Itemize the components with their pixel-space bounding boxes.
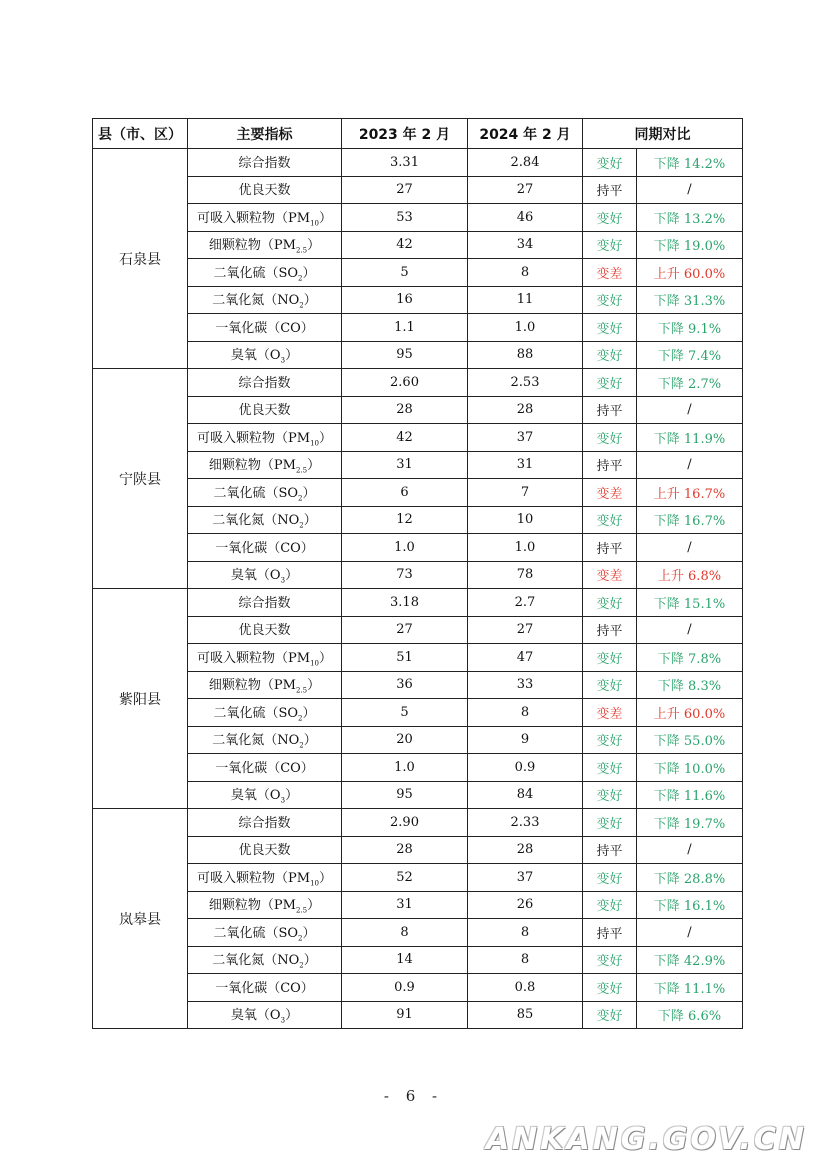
table-row bbox=[93, 864, 743, 892]
trend-label: 变好 bbox=[583, 506, 637, 534]
value-2023: 27 bbox=[342, 616, 468, 644]
value-2024: 47 bbox=[468, 644, 583, 672]
indicator-cell bbox=[188, 561, 342, 589]
indicator-subscript: 10 bbox=[310, 879, 319, 888]
value-2024: 88 bbox=[468, 341, 583, 369]
indicator-cell bbox=[188, 1001, 342, 1029]
table-row bbox=[93, 369, 743, 397]
value-2024: 10 bbox=[468, 506, 583, 534]
table-row bbox=[93, 809, 743, 837]
indicator-close: ） bbox=[302, 265, 316, 281]
header-2024: 2024 年 2 月 bbox=[468, 119, 583, 149]
trend-label: 变好 bbox=[583, 809, 637, 837]
indicator-subscript: 10 bbox=[310, 219, 319, 228]
indicator-label: 一氧化碳（CO） bbox=[215, 320, 314, 336]
value-2023: 12 bbox=[342, 506, 468, 534]
indicator-cell bbox=[188, 204, 342, 232]
table-row bbox=[93, 1001, 743, 1029]
header-2023: 2023 年 2 月 bbox=[342, 119, 468, 149]
indicator-cell bbox=[188, 479, 342, 507]
change-value: 上升 60.0% bbox=[637, 699, 743, 727]
value-2024: 26 bbox=[468, 891, 583, 919]
indicator-label: 优良天数 bbox=[238, 623, 291, 639]
change-value: 下降 10.0% bbox=[637, 754, 743, 782]
indicator-subscript: 2 bbox=[298, 714, 303, 723]
change-value: / bbox=[637, 396, 743, 424]
change-value: 下降 11.1% bbox=[637, 974, 743, 1002]
value-2024: 27 bbox=[468, 616, 583, 644]
indicator-close: ） bbox=[307, 898, 321, 914]
value-2023: 3.31 bbox=[342, 149, 468, 177]
indicator-label: 细颗粒物（PM bbox=[208, 898, 296, 914]
table-row bbox=[93, 396, 743, 424]
indicator-label: 综合指数 bbox=[238, 815, 291, 831]
indicator-label: 臭氧（O bbox=[230, 348, 281, 364]
value-2023: 3.18 bbox=[342, 589, 468, 617]
value-2023: 1.1 bbox=[342, 314, 468, 342]
trend-label: 变好 bbox=[583, 1001, 637, 1029]
value-2024: 28 bbox=[468, 396, 583, 424]
table-row bbox=[93, 314, 743, 342]
value-2023: 52 bbox=[342, 864, 468, 892]
indicator-close: ） bbox=[307, 458, 321, 474]
change-value: / bbox=[637, 176, 743, 204]
value-2024: 31 bbox=[468, 451, 583, 479]
trend-label: 变好 bbox=[583, 726, 637, 754]
indicator-cell bbox=[188, 231, 342, 259]
indicator-close: ） bbox=[318, 210, 332, 226]
trend-label: 变好 bbox=[583, 754, 637, 782]
value-2024: 34 bbox=[468, 231, 583, 259]
value-2024: 78 bbox=[468, 561, 583, 589]
indicator-close: ） bbox=[303, 513, 317, 529]
indicator-label: 臭氧（O bbox=[230, 788, 281, 804]
indicator-close: ） bbox=[318, 650, 332, 666]
indicator-label: 细颗粒物（PM bbox=[208, 238, 296, 254]
indicator-label: 优良天数 bbox=[238, 183, 291, 199]
trend-label: 持平 bbox=[583, 396, 637, 424]
value-2024: 11 bbox=[468, 286, 583, 314]
indicator-cell bbox=[188, 451, 342, 479]
trend-label: 变差 bbox=[583, 561, 637, 589]
table-row bbox=[93, 176, 743, 204]
county-name: 紫阳县 bbox=[93, 589, 188, 809]
value-2024: 2.53 bbox=[468, 369, 583, 397]
indicator-subscript: 3 bbox=[280, 357, 286, 366]
table-row bbox=[93, 616, 743, 644]
page-number: - 6 - bbox=[383, 1087, 444, 1105]
value-2023: 91 bbox=[342, 1001, 468, 1029]
indicator-label: 二氧化硫（SO bbox=[213, 705, 299, 721]
indicator-cell bbox=[188, 424, 342, 452]
value-2023: 51 bbox=[342, 644, 468, 672]
indicator-cell bbox=[188, 149, 342, 177]
change-value: 下降 19.7% bbox=[637, 809, 743, 837]
indicator-label: 可吸入颗粒物（PM bbox=[197, 210, 311, 226]
value-2023: 31 bbox=[342, 451, 468, 479]
table-row bbox=[93, 451, 743, 479]
indicator-cell bbox=[188, 699, 342, 727]
table-row bbox=[93, 424, 743, 452]
indicator-close: ） bbox=[303, 293, 317, 309]
change-value: 下降 28.8% bbox=[637, 864, 743, 892]
table-row bbox=[93, 479, 743, 507]
header-row bbox=[93, 119, 743, 149]
trend-label: 变好 bbox=[583, 671, 637, 699]
indicator-close: ） bbox=[303, 733, 317, 749]
change-value: 下降 11.9% bbox=[637, 424, 743, 452]
value-2023: 2.90 bbox=[342, 809, 468, 837]
table-row bbox=[93, 286, 743, 314]
value-2023: 53 bbox=[342, 204, 468, 232]
value-2024: 0.9 bbox=[468, 754, 583, 782]
value-2024: 2.33 bbox=[468, 809, 583, 837]
indicator-close: ） bbox=[302, 705, 316, 721]
indicator-subscript: 2 bbox=[298, 274, 303, 283]
indicator-close: ） bbox=[285, 1008, 299, 1024]
indicator-label: 二氧化氮（NO bbox=[212, 513, 300, 529]
value-2023: 95 bbox=[342, 781, 468, 809]
value-2024: 1.0 bbox=[468, 534, 583, 562]
indicator-subscript: 10 bbox=[310, 659, 319, 668]
trend-label: 变差 bbox=[583, 699, 637, 727]
value-2023: 5 bbox=[342, 699, 468, 727]
indicator-cell bbox=[188, 644, 342, 672]
indicator-cell bbox=[188, 809, 342, 837]
change-value: / bbox=[637, 534, 743, 562]
change-value: 下降 19.0% bbox=[637, 231, 743, 259]
table-row bbox=[93, 754, 743, 782]
indicator-close: ） bbox=[285, 348, 299, 364]
indicator-close: ） bbox=[307, 238, 321, 254]
indicator-label: 臭氧（O bbox=[230, 568, 281, 584]
value-2024: 8 bbox=[468, 919, 583, 947]
change-value: 下降 13.2% bbox=[637, 204, 743, 232]
indicator-subscript: 2.5 bbox=[295, 247, 308, 256]
indicator-close: ） bbox=[303, 953, 317, 969]
header-indicator: 主要指标 bbox=[188, 119, 342, 149]
indicator-subscript: 2 bbox=[299, 742, 304, 751]
indicator-subscript: 2 bbox=[299, 522, 304, 531]
indicator-cell bbox=[188, 534, 342, 562]
value-2023: 36 bbox=[342, 671, 468, 699]
value-2024: 8 bbox=[468, 259, 583, 287]
county-name: 石泉县 bbox=[93, 149, 188, 369]
indicator-close: ） bbox=[302, 485, 316, 501]
value-2024: 9 bbox=[468, 726, 583, 754]
indicator-subscript: 3 bbox=[280, 577, 286, 586]
table-row bbox=[93, 919, 743, 947]
trend-label: 变好 bbox=[583, 149, 637, 177]
county-name: 岚皋县 bbox=[93, 809, 188, 1029]
indicator-label: 细颗粒物（PM bbox=[208, 458, 296, 474]
change-value: 下降 2.7% bbox=[637, 369, 743, 397]
change-value: 上升 16.7% bbox=[637, 479, 743, 507]
value-2023: 27 bbox=[342, 176, 468, 204]
indicator-label: 可吸入颗粒物（PM bbox=[197, 870, 311, 886]
indicator-cell bbox=[188, 891, 342, 919]
change-value: 下降 55.0% bbox=[637, 726, 743, 754]
table-row bbox=[93, 891, 743, 919]
value-2024: 8 bbox=[468, 946, 583, 974]
value-2023: 73 bbox=[342, 561, 468, 589]
change-value: 下降 16.7% bbox=[637, 506, 743, 534]
table-row bbox=[93, 506, 743, 534]
trend-label: 持平 bbox=[583, 919, 637, 947]
value-2024: 1.0 bbox=[468, 314, 583, 342]
indicator-label: 二氧化氮（NO bbox=[212, 293, 300, 309]
indicator-cell bbox=[188, 176, 342, 204]
table-row bbox=[93, 341, 743, 369]
value-2024: 27 bbox=[468, 176, 583, 204]
header-county: 县（市、区） bbox=[93, 119, 188, 149]
trend-label: 变好 bbox=[583, 314, 637, 342]
indicator-label: 优良天数 bbox=[238, 843, 291, 859]
indicator-cell bbox=[188, 754, 342, 782]
value-2023: 1.0 bbox=[342, 534, 468, 562]
value-2024: 33 bbox=[468, 671, 583, 699]
change-value: 下降 14.2% bbox=[637, 149, 743, 177]
indicator-label: 二氧化氮（NO bbox=[212, 733, 300, 749]
indicator-label: 一氧化碳（CO） bbox=[215, 760, 314, 776]
indicator-label: 综合指数 bbox=[238, 375, 291, 391]
trend-label: 变好 bbox=[583, 891, 637, 919]
indicator-close: ） bbox=[318, 870, 332, 886]
value-2024: 37 bbox=[468, 864, 583, 892]
indicator-label: 二氧化硫（SO bbox=[213, 485, 299, 501]
value-2024: 7 bbox=[468, 479, 583, 507]
indicator-cell bbox=[188, 781, 342, 809]
indicator-subscript: 2.5 bbox=[295, 907, 308, 916]
value-2023: 0.9 bbox=[342, 974, 468, 1002]
change-value: 下降 11.6% bbox=[637, 781, 743, 809]
value-2024: 8 bbox=[468, 699, 583, 727]
county-name: 宁陕县 bbox=[93, 369, 188, 589]
indicator-cell bbox=[188, 946, 342, 974]
trend-label: 持平 bbox=[583, 534, 637, 562]
indicator-label: 一氧化碳（CO） bbox=[215, 540, 314, 556]
change-value: / bbox=[637, 616, 743, 644]
change-value: 下降 6.6% bbox=[637, 1001, 743, 1029]
trend-label: 变好 bbox=[583, 974, 637, 1002]
indicator-label: 臭氧（O bbox=[230, 1008, 281, 1024]
header-comparison: 同期对比 bbox=[583, 119, 743, 149]
value-2023: 20 bbox=[342, 726, 468, 754]
value-2023: 16 bbox=[342, 286, 468, 314]
change-value: 下降 16.1% bbox=[637, 891, 743, 919]
indicator-cell bbox=[188, 369, 342, 397]
indicator-cell bbox=[188, 396, 342, 424]
value-2024: 2.7 bbox=[468, 589, 583, 617]
value-2024: 28 bbox=[468, 836, 583, 864]
change-value: 上升 60.0% bbox=[637, 259, 743, 287]
table-row bbox=[93, 836, 743, 864]
table-row bbox=[93, 644, 743, 672]
indicator-subscript: 2.5 bbox=[295, 467, 308, 476]
value-2023: 31 bbox=[342, 891, 468, 919]
table-row bbox=[93, 671, 743, 699]
value-2024: 84 bbox=[468, 781, 583, 809]
indicator-cell bbox=[188, 919, 342, 947]
site-watermark: ANKANG.GOV.CN bbox=[485, 1122, 807, 1157]
value-2024: 0.8 bbox=[468, 974, 583, 1002]
value-2024: 85 bbox=[468, 1001, 583, 1029]
indicator-subscript: 3 bbox=[280, 1017, 286, 1026]
indicator-subscript: 2 bbox=[298, 494, 303, 503]
value-2023: 5 bbox=[342, 259, 468, 287]
indicator-subscript: 10 bbox=[310, 439, 319, 448]
indicator-label: 可吸入颗粒物（PM bbox=[197, 650, 311, 666]
value-2023: 42 bbox=[342, 231, 468, 259]
table-row bbox=[93, 204, 743, 232]
change-value: 下降 7.4% bbox=[637, 341, 743, 369]
table-row bbox=[93, 589, 743, 617]
change-value: 下降 9.1% bbox=[637, 314, 743, 342]
value-2023: 28 bbox=[342, 836, 468, 864]
indicator-close: ） bbox=[285, 568, 299, 584]
change-value: / bbox=[637, 836, 743, 864]
indicator-close: ） bbox=[307, 678, 321, 694]
value-2023: 14 bbox=[342, 946, 468, 974]
value-2024: 46 bbox=[468, 204, 583, 232]
value-2023: 8 bbox=[342, 919, 468, 947]
trend-label: 持平 bbox=[583, 836, 637, 864]
air-quality-table bbox=[92, 118, 743, 1029]
value-2023: 6 bbox=[342, 479, 468, 507]
indicator-subscript: 2 bbox=[299, 302, 304, 311]
trend-label: 持平 bbox=[583, 176, 637, 204]
indicator-label: 可吸入颗粒物（PM bbox=[197, 430, 311, 446]
table-row bbox=[93, 561, 743, 589]
indicator-label: 二氧化硫（SO bbox=[213, 925, 299, 941]
indicator-close: ） bbox=[285, 788, 299, 804]
indicator-cell bbox=[188, 259, 342, 287]
trend-label: 变差 bbox=[583, 259, 637, 287]
indicator-label: 二氧化氮（NO bbox=[212, 953, 300, 969]
value-2024: 37 bbox=[468, 424, 583, 452]
change-value: 下降 8.3% bbox=[637, 671, 743, 699]
indicator-subscript: 3 bbox=[280, 797, 286, 806]
table-row bbox=[93, 699, 743, 727]
trend-label: 变好 bbox=[583, 781, 637, 809]
indicator-cell bbox=[188, 341, 342, 369]
trend-label: 变差 bbox=[583, 479, 637, 507]
trend-label: 变好 bbox=[583, 589, 637, 617]
table-row bbox=[93, 231, 743, 259]
indicator-subscript: 2.5 bbox=[295, 687, 308, 696]
trend-label: 变好 bbox=[583, 341, 637, 369]
trend-label: 变好 bbox=[583, 369, 637, 397]
table-row bbox=[93, 974, 743, 1002]
value-2024: 2.84 bbox=[468, 149, 583, 177]
change-value: 上升 6.8% bbox=[637, 561, 743, 589]
table-row bbox=[93, 259, 743, 287]
change-value: 下降 42.9% bbox=[637, 946, 743, 974]
indicator-close: ） bbox=[302, 925, 316, 941]
indicator-cell bbox=[188, 974, 342, 1002]
indicator-subscript: 2 bbox=[298, 934, 303, 943]
indicator-label: 优良天数 bbox=[238, 403, 291, 419]
indicator-cell bbox=[188, 671, 342, 699]
trend-label: 变好 bbox=[583, 204, 637, 232]
trend-label: 变好 bbox=[583, 864, 637, 892]
table-row bbox=[93, 726, 743, 754]
indicator-label: 细颗粒物（PM bbox=[208, 678, 296, 694]
table-body bbox=[93, 149, 743, 1029]
indicator-close: ） bbox=[318, 430, 332, 446]
table-row bbox=[93, 149, 743, 177]
table-row bbox=[93, 534, 743, 562]
change-value: / bbox=[637, 919, 743, 947]
table-row bbox=[93, 781, 743, 809]
change-value: 下降 15.1% bbox=[637, 589, 743, 617]
indicator-label: 综合指数 bbox=[238, 155, 291, 171]
value-2023: 95 bbox=[342, 341, 468, 369]
trend-label: 变好 bbox=[583, 424, 637, 452]
indicator-cell bbox=[188, 864, 342, 892]
trend-label: 变好 bbox=[583, 644, 637, 672]
indicator-subscript: 2 bbox=[299, 962, 304, 971]
indicator-label: 一氧化碳（CO） bbox=[215, 980, 314, 996]
indicator-cell bbox=[188, 589, 342, 617]
change-value: 下降 31.3% bbox=[637, 286, 743, 314]
indicator-cell bbox=[188, 726, 342, 754]
indicator-cell bbox=[188, 836, 342, 864]
indicator-cell bbox=[188, 286, 342, 314]
trend-label: 持平 bbox=[583, 616, 637, 644]
value-2023: 42 bbox=[342, 424, 468, 452]
change-value: 下降 7.8% bbox=[637, 644, 743, 672]
indicator-label: 综合指数 bbox=[238, 595, 291, 611]
trend-label: 持平 bbox=[583, 451, 637, 479]
table-row bbox=[93, 946, 743, 974]
indicator-cell bbox=[188, 314, 342, 342]
trend-label: 变好 bbox=[583, 946, 637, 974]
trend-label: 变好 bbox=[583, 231, 637, 259]
indicator-cell bbox=[188, 506, 342, 534]
value-2023: 1.0 bbox=[342, 754, 468, 782]
value-2023: 28 bbox=[342, 396, 468, 424]
change-value: / bbox=[637, 451, 743, 479]
trend-label: 变好 bbox=[583, 286, 637, 314]
indicator-label: 二氧化硫（SO bbox=[213, 265, 299, 281]
indicator-cell bbox=[188, 616, 342, 644]
value-2023: 2.60 bbox=[342, 369, 468, 397]
